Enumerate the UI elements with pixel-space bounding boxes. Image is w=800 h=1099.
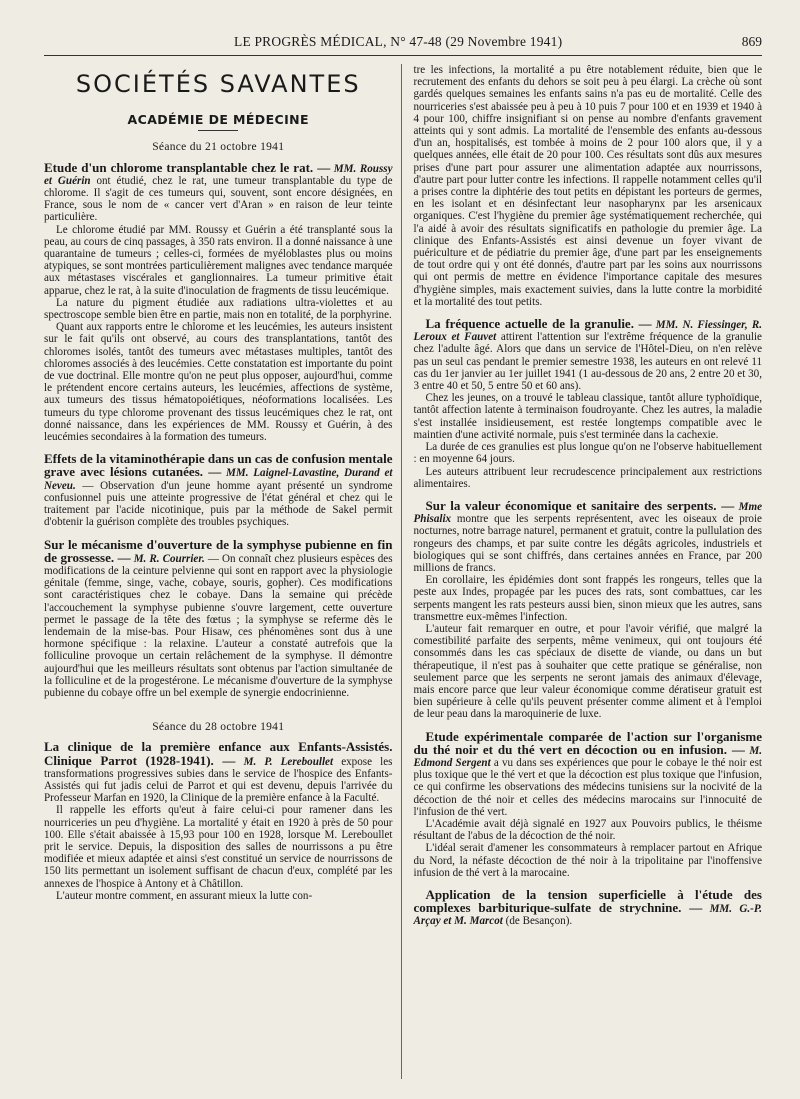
article-paragraph: La fréquence actuelle de la granulie. — MM. N. Fiessinger, R. Leroux et Fauvet attirent l'attention sur l'extrême fréquence de la granulie chez l'adulte âgé. Alors que dans un service de l'Hôtel-Dieu, on n'en relève pas un seul cas pendant le premier semestre 1938, les auteurs en ont relevé 11 cas du 1er janvier au 1er juillet 1941 (1 au-dessous de 20 ans, 2 entre 20 et 30, 3 entre 40 et 50, 5 entre 50 et 60 ans). [413, 316, 762, 393]
article-paragraph: L'idéal serait d'amener les consommateurs à remplacer partout en Afrique du Nord, la néfaste décoction de thé noir à la tripolitaine par l'inoffensive infusion de thé vert à la marocaine. [413, 842, 762, 879]
article-heading: Application de la tension superficielle à l'étude des complexes barbiturique-sulfate de strychnine. — [413, 887, 762, 916]
article-paragraph: Quant aux rapports entre le chlorome et les leucémies, les auteurs insistent sur le fait qu'ils ont observé, au cours des transplantations, tantôt des chloromes isolés, tantôt des tumeurs avec métastases multiples, tantôt des chloromes associés à des leucémies. Cette constatation est importante du point de vue doctrinal. Elle montre qu'on ne peut plus opposer, aujourd'hui, comme le prétendent encore certains auteurs, les leucémies, affections de système, aux tumeurs des tissus hématopoiétiques, néoformations localisées. Les tumeurs du type chlorome provenant des tissus leucémiques chez le rat, ont donné naissance, dans les expériences de MM. Roussy et Guérin, à des leucémies secondaires à la formation des tumeurs. [44, 321, 393, 444]
article-symphyse [44, 536, 393, 700]
article-paragraph: L'auteur fait remarquer en outre, et pour l'avoir vérifié, que malgré la comestibilité parfaite des serpents, même venimeux, qui ont toujours été consommés dans les cas spéciaux de disette de viande, ou dans un but thérapeutique, il n'est pas à souhaiter que cette pratique se généralise, non seulement parce que les serpents ne seront jamais des animaux d'élevage, mais encore parce que leur valeur économique comme dératiseur gratuit est bien supérieure à celle qu'ils peuvent présenter comme aliment et à l'emploi de leur peau dans la maroquinerie de luxe. [413, 622, 762, 721]
article-paragraph: Le chlorome étudié par MM. Roussy et Guérin a été transplanté sous la peau, au cours de cinq passages, à 350 rats environ. Il a donné naissance à une quarantaine de tumeurs ; celles-ci, formées de myéloblastes plus ou moins atypiques, se sont montrées particulièrement malignes avec tendance marquée aux métastases viscérales et ganglionnaires. La tumeur primitive était apparue, chez le rat, à la suite d'inoculation de fragments de tissu leucémique. [44, 223, 393, 297]
article-vitaminotherapie [44, 453, 393, 528]
journal-title: LE PROGRÈS MÉDICAL, N° 47-48 (29 Novembre 1941) [234, 34, 563, 49]
left-column [44, 64, 401, 1079]
article-chlorome [44, 159, 393, 444]
article-heading: Sur la valeur économique et sanitaire des serpents. — [425, 497, 735, 513]
running-head [44, 34, 762, 50]
article-paragraph: Effets de la vitaminothérapie dans un cas de confusion mentale grave avec lésions cutanées. — MM. Laignel-Lavastine, Durand et Neveu. — Observation d'un jeune homme ayant présenté un syndrome confusionnel puis une atteinte progressive de l'état général et chez qui le traitement par l'acide nicotinique, puis par la méthode de Sakel permit d'obtenir la guérison complète des troubles psychiques. [44, 451, 393, 529]
article-authors: Mme Phisalix [413, 500, 762, 526]
article-heading: Sur le mécanisme d'ouverture de la symphyse pubienne en fin de grossesse. — [44, 536, 393, 565]
article-heading: Etude expérimentale comparée de l'action sur l'organisme du thé noir et du thé vert en décoction ou en infusion. — [413, 728, 762, 757]
article-tension-superficielle [414, 889, 763, 928]
article-authors: M. P. Lereboullet [243, 755, 334, 768]
article-paragraph: Il rappelle les efforts qu'eut à faire celui-ci pour ramener dans les nourriceries un peu d'hygiène. La mortalité y était en 1920 à près de 50 pour 100. Elle s'était abaissée à 15,93 pour 100 en 1928, lorsque M. Lereboullet prit le service. Depuis, la disposition des salles de nourrissons a pu être modifiée et mieux adaptée et ainsi s'est constitué un service de nourrissons de 150 lits permettant un isolement suffisant de chacun d'eux, complété par les annexes de l'hospice à Antony et à Châtillon. [44, 804, 393, 890]
article-paragraph: L'Académie avait déjà signalé en 1927 aux Pouvoirs publics, le théisme résultant de l'abus de la décoction de thé noir. [413, 817, 762, 843]
session-date-2: Séance du 28 octobre 1941 [152, 721, 285, 734]
article-paragraph: Application de la tension superficielle à l'étude des complexes barbiturique-sulfate de strychnine. — MM. G.-P. Arçay et M. Marcot (de Besançon). [413, 887, 762, 928]
session-date-1: Séance du 21 octobre 1941 [152, 141, 285, 154]
article-paragraph: En corollaire, les épidémies dont sont frappés les rongeurs, telles que la peste aux Indes, propagée par les puces des rats, sont combattues, car les serpents mangent les rats pesteurs aussi bien, sinon mieux que les autres, sans transmettre eux-mêmes l'infection. [413, 574, 762, 623]
article-paragraph: L'auteur montre comment, en assurant mieux la lutte con- [56, 889, 313, 902]
article-heading: Effets de la vitaminothérapie dans un cas de confusion mentale grave avec lésions cutanées. — [44, 451, 393, 480]
article-serpents [413, 497, 763, 721]
article-clinique-parrot [44, 741, 393, 902]
article-authors: MM. Roussy et Guérin [44, 162, 393, 187]
page-number: 869 [741, 34, 762, 49]
article-paragraph: La durée de ces granulies est plus longue qu'on ne l'observe habituellement : en moyenne 64 jours. [413, 441, 762, 466]
article-the [413, 728, 763, 879]
article-granulie [414, 318, 763, 490]
section-title: SOCIÉTÉS SAVANTES [75, 70, 361, 98]
header-rule [44, 55, 762, 56]
article-authors: MM. G.-P. Arçay et M. Marcot [413, 903, 762, 928]
article-paragraph: La clinique de la première enfance aux Enfants-Assistés. Clinique Parrot (1928-1941). — M. P. Lereboullet expose les transformations progressives subies dans le service de l'hospice des Enfants-Assistés qui fut jadis celui de Parrot et qui est devenu, depuis l'arrivée du Professeur Marfan en 1920, la Clinique de la première enfance à la Faculté. [44, 739, 393, 805]
article-paragraph: Sur la valeur économique et sanitaire des serpents. — Mme Phisalix montre que les serpents représentent, avec les oiseaux de proie nocturnes, notre barrage naturel, permanent et gratuit, contre la pullulation des rongeurs des champs, et par suite contre les dégâts agricoles, industriels et biologiques qui se sont chiffrés, dans certaines années en France, par 200 millions de francs. [413, 497, 762, 574]
article-authors: M. R. Courrier. [133, 552, 205, 565]
academy-heading: ACADÉMIE DE MÉDECINE [127, 112, 309, 128]
article-authors: MM. N. Fiessinger, R. Leroux et Fauvet [413, 319, 762, 344]
article-paragraph: Etude expérimentale comparée de l'action sur l'organisme du thé noir et du thé vert en décoction ou en infusion. — M. Edmond Sergent a vu dans ses expériences que pour le cobaye le thé noir est plus toxique que le thé vert et que la décoction est plus toxique que l'infusion, ce qui confirme les observations des médecins tunisiens sur la nocivité de la décoction de thé noir et celles des médecins marocains sur l'innocuité de l'infusion de thé vert. [413, 728, 762, 818]
article-heading: Etude d'un chlorome transplantable chez le rat. — [44, 159, 331, 175]
right-column [401, 64, 763, 1079]
columns [44, 64, 762, 1079]
article-heading: La fréquence actuelle de la granulie. — [425, 316, 652, 332]
article-heading: La clinique de la première enfance aux Enfants-Assistés. Clinique Parrot (1928-1941). — [44, 739, 393, 768]
article-authors: MM. Laignel-Lavastine, Durand et Neveu. [44, 467, 393, 492]
academy-rule [198, 130, 238, 131]
article-continuation: tre les infections, la mortalité a pu être notablement réduite, bien que le recrutement des enfants du dehors se soit peu à peu élargi. La crèche où sont gardés quelques semaines les enfants sains n'a pas eu de mortalité. Celle des nourriceries s'est abaissée peu à peu à 10 puis 7 pour 100 et en 1939 et 1940 à 4 pour 100, chiffre insignifiant si on pense au nombre d'enfants gravement atteints qui y sont admis. La mortalité de l'ensemble des enfants au-dessous d'un an, hospitalisés, est tombée à moins de 2 pour 100 alors que, il y a quelques années, elle était de 20 pour 100. Ces résultats sont dûs aux mesures prises d'une part pour assurer une alimentation adaptée aux nourrissons, d'autre part pour lutter contre les infections. Il rappelle notamment celles qu'il a prises contre la diphtérie des tout petits en dépistant les porteurs de germes, en les isolant et en désinfectant leur nasopharynx par les arsenicaux organiques. C'est l'hygiène du premier âge systématiquement recherchée, qui l'a aidé à avoir des résultats significatifs en pathologie du premier âge. La clinique des Enfants-Assistés est ainsi devenue un foyer vivant de puériculture et de pédiatrie du premier âge, d'une part par les enseignements de tout ordre qui y ont été donnés, d'autre part par les soins aux nourrissons qui ont permis de mettre en évidence l'importance capitale des mesures d'hygiène simples, mais exactement suivies, dans la lutte contre la morbidité et la mortalité des tout petits. [413, 64, 762, 308]
article-authors: M. Edmond Sergent [413, 744, 762, 769]
article-paragraph: Les auteurs attribuent leur recrudescence principalement aux restrictions alimentaires. [413, 465, 762, 490]
article-paragraph: Etude d'un chlorome transplantable chez le rat. — MM. Roussy et Guérin ont étudié, chez le rat, une tumeur transplantable du type de chlorome. Il s'agit de ces tumeurs qui, souvent, sont encore désignées, en France, sous le nom de « cancer vert d'Aran » en raison de leur teinte particulière. [44, 159, 393, 224]
article-paragraph: Chez les jeunes, on a trouvé le tableau classique, tantôt allure typhoïdique, tantôt affection latente à terminaison foudroyante. Chez les autres, la maladie s'est installée insidieusement, est restée longtemps compatible avec le maintien d'une activité normale, puis s'est terminée dans la cachexie. [413, 392, 762, 441]
article-paragraph: Sur le mécanisme d'ouverture de la symphyse pubienne en fin de grossesse. — M. R. Courrier. — On connaît chez plusieurs espèces des modifications de la ceinture pelvienne qui sont en rapport avec la physiologie génitale (femme, singe, vache, cobaye, souris, gopher). Ces modifications sont caractéristiques chez le cobaye. Dans la semaine qui précède l'accouchement la symphyse pubienne s'ouvre largement, cette ouverture permet le passage de la tête des fœtus ; la symphyse se referme dès le lendemain de la mise-bas. Pour Hisaw, ces phénomènes sont dus à une hormone spécifique : la relaxine. L'auteur a constaté autrefois que la folliculine provoque un certain relâchement de la symphyse. Il démontre aujourd'hui que les meilleurs résultats sont obtenus par l'action simultanée de la folliculine et de la progestérone. Le mécanisme d'ouverture de la symphyse pubienne du cobaye offre un bel exemple de synergie endocrinienne. [44, 536, 393, 699]
article-paragraph: La nature du pigment étudiée aux radiations ultra-violettes et au spectroscope semble bien être en partie, mais non en totalité, de la porphyrine. [44, 296, 393, 322]
